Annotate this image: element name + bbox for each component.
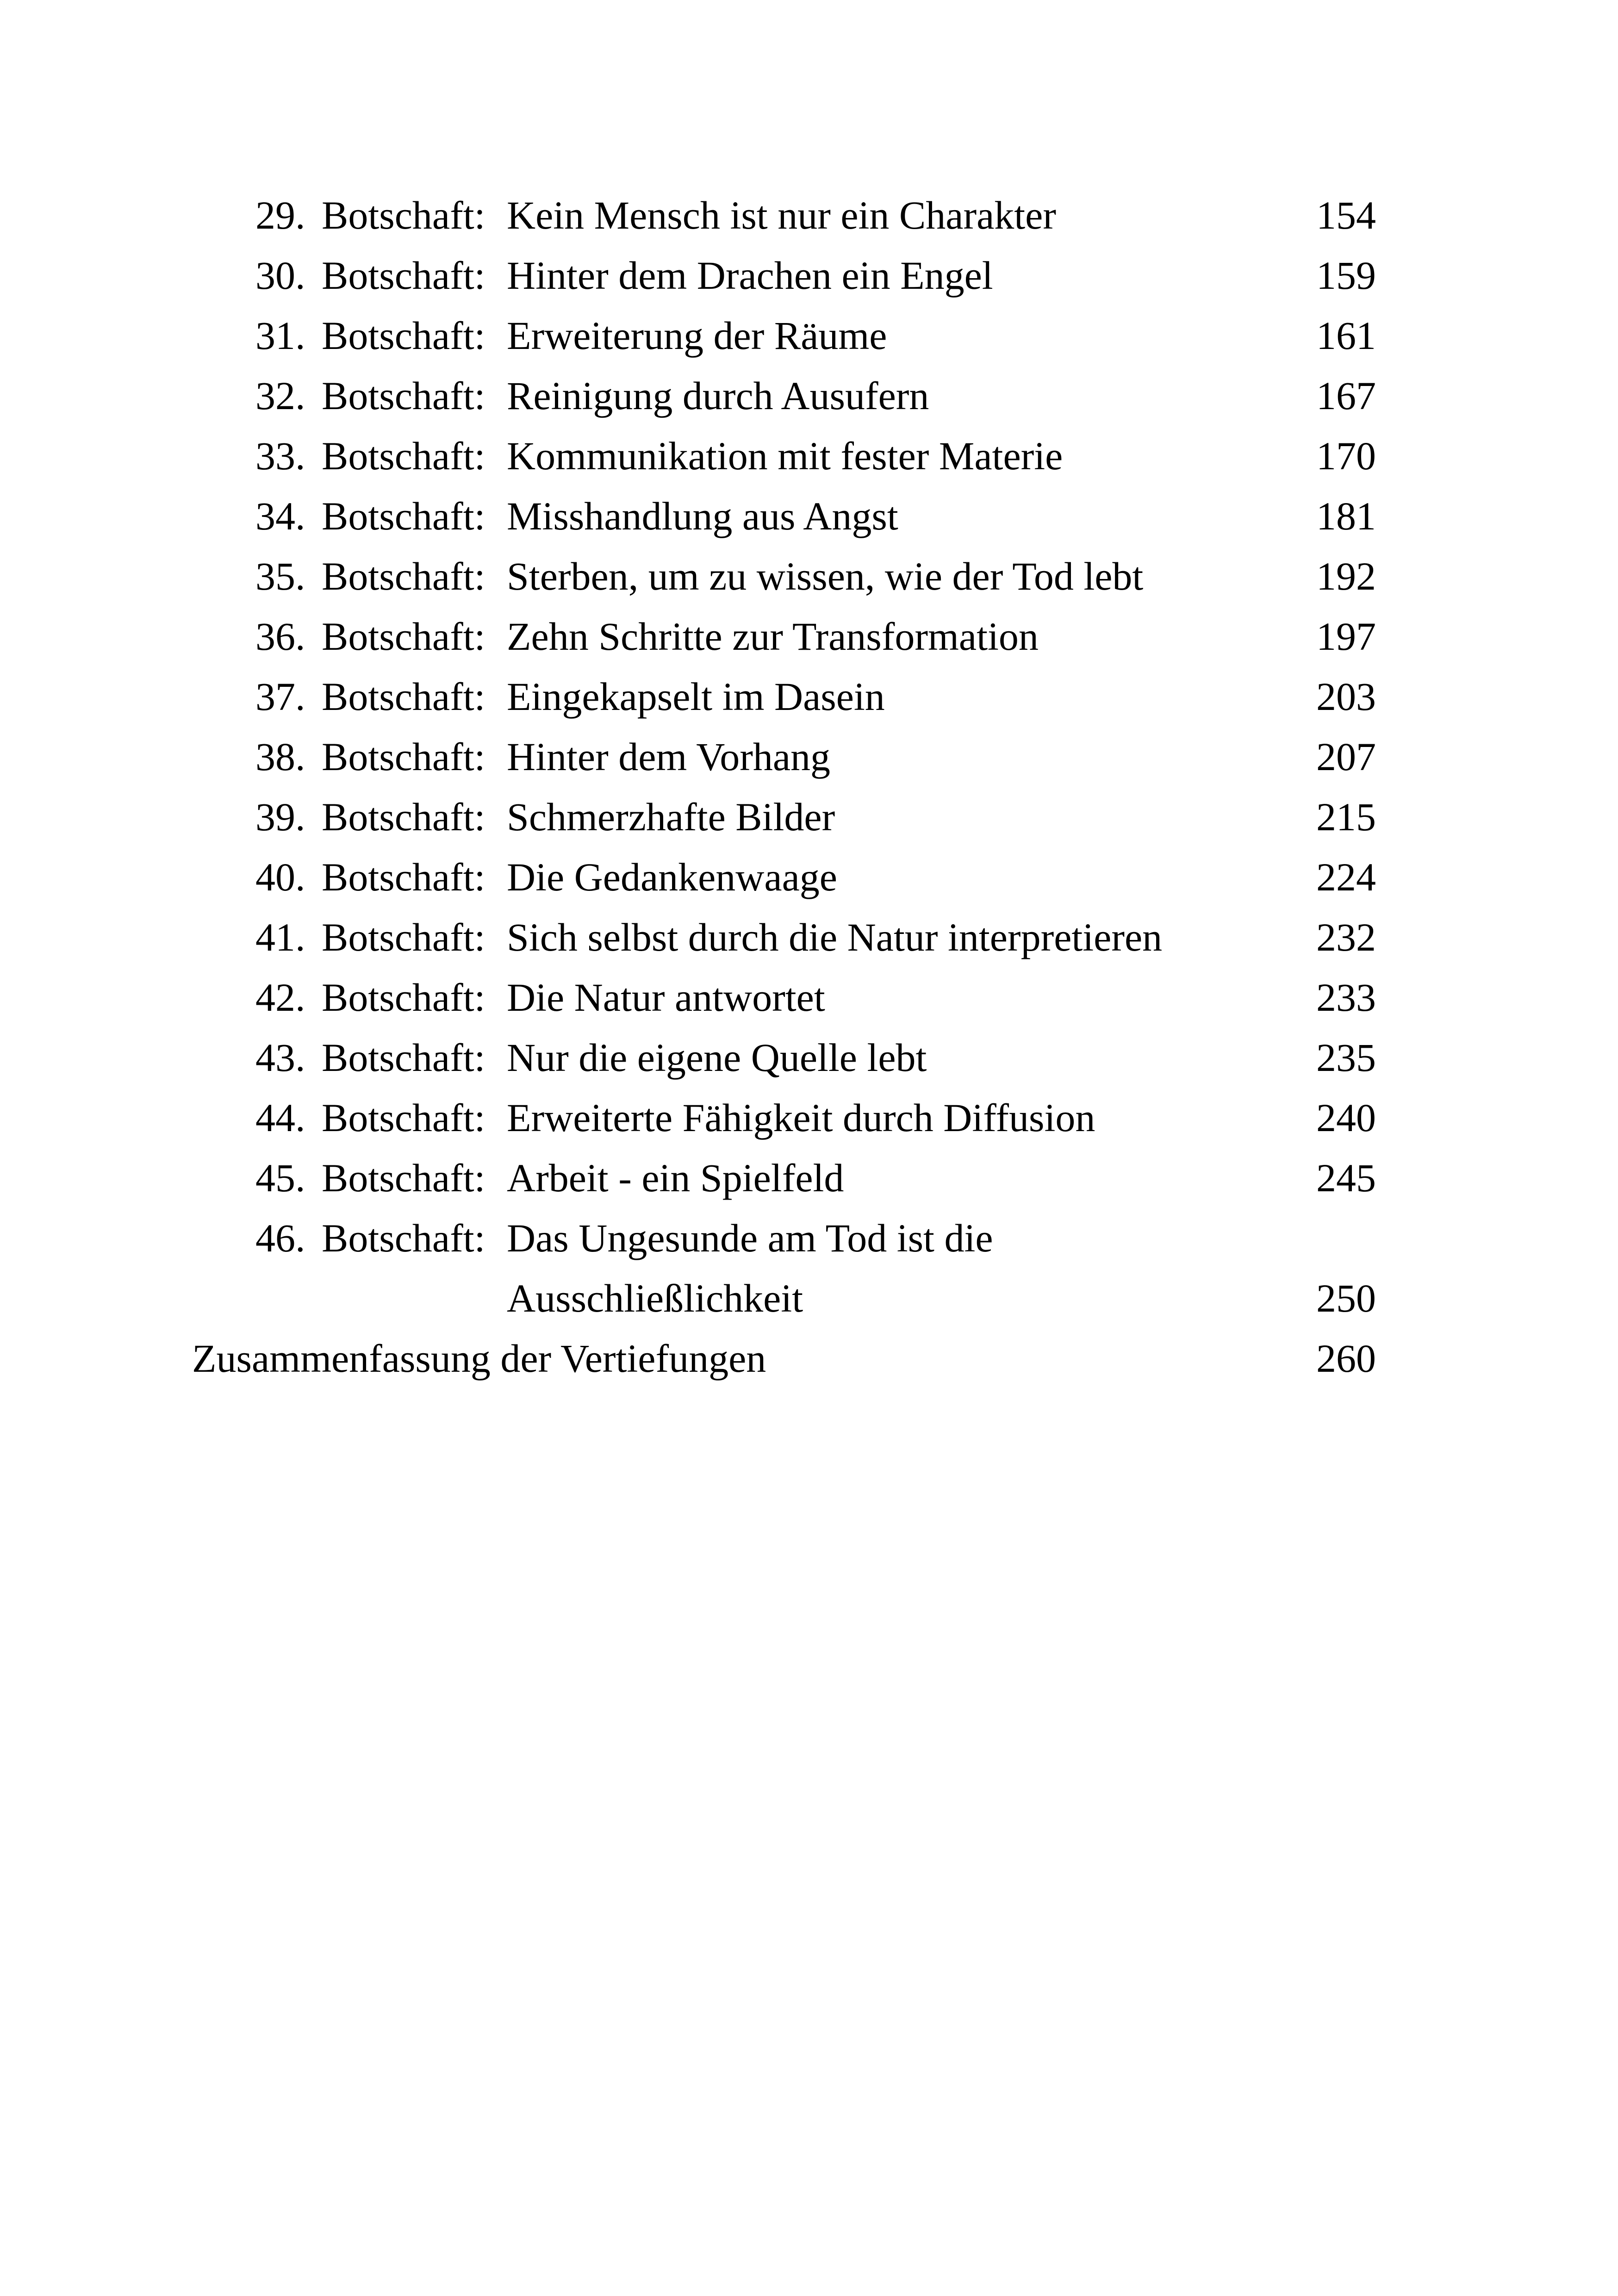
entry-number: 44.: [255, 1095, 305, 1140]
entry-label: Botschaft:: [322, 855, 485, 899]
entry-page: 224: [1316, 855, 1376, 899]
toc-entry: [0, 1208, 1618, 1268]
entry-title: Erweiterte Fähigkeit durch Diffusion: [507, 1095, 1095, 1140]
toc-entry: [0, 727, 1618, 787]
entry-number: 42.: [255, 975, 305, 1020]
entry-label: Botschaft:: [322, 1216, 485, 1260]
entry-title: Eingekapselt im Dasein: [507, 674, 885, 719]
summary-page: 260: [1316, 1336, 1376, 1381]
entry-page: 167: [1316, 373, 1376, 418]
entry-number: 46.: [255, 1216, 305, 1260]
entry-number: 32.: [255, 373, 305, 418]
entry-label: Botschaft:: [322, 434, 485, 478]
entry-number: 36.: [255, 614, 305, 659]
entry-page: 250: [1316, 1276, 1376, 1320]
entry-page: 161: [1316, 313, 1376, 358]
toc-entry: [0, 1088, 1618, 1148]
entry-label: Botschaft:: [322, 313, 485, 358]
toc-entry: [0, 1027, 1618, 1088]
entry-title: Erweiterung der Räume: [507, 313, 887, 358]
entry-title: Zehn Schritte zur Transformation: [507, 614, 1039, 659]
toc-entry: [0, 546, 1618, 606]
toc-entry-continuation: [0, 1268, 1618, 1328]
entry-page: 159: [1316, 253, 1376, 298]
entry-label: Botschaft:: [322, 1035, 485, 1080]
entry-page: 197: [1316, 614, 1376, 659]
entry-number: 38.: [255, 734, 305, 779]
entry-number: 45.: [255, 1156, 305, 1200]
entry-page: 233: [1316, 975, 1376, 1020]
entry-label: Botschaft:: [322, 1095, 485, 1140]
entry-page: 154: [1316, 193, 1376, 237]
table-of-contents: [0, 185, 1618, 1388]
entry-title: Arbeit - ein Spielfeld: [507, 1156, 844, 1200]
entry-title: Kommunikation mit fester Materie: [507, 434, 1063, 478]
entry-page: 192: [1316, 554, 1376, 598]
entry-number: 33.: [255, 434, 305, 478]
entry-page: 232: [1316, 915, 1376, 959]
entry-title: Reinigung durch Ausufern: [507, 373, 929, 418]
toc-entry: [0, 185, 1618, 245]
entry-title: Nur die eigene Quelle lebt: [507, 1035, 927, 1080]
toc-entry: [0, 1148, 1618, 1208]
toc-entry: [0, 245, 1618, 305]
entry-number: 39.: [255, 795, 305, 839]
entry-title: Misshandlung aus Angst: [507, 494, 898, 538]
entry-title: Kein Mensch ist nur ein Charakter: [507, 193, 1056, 237]
entry-label: Botschaft:: [322, 193, 485, 237]
entry-title-continuation: Ausschließlichkeit: [507, 1276, 803, 1320]
entry-label: Botschaft:: [322, 614, 485, 659]
toc-entry: [0, 486, 1618, 546]
entry-number: 35.: [255, 554, 305, 598]
entry-title: Sterben, um zu wissen, wie der Tod lebt: [507, 554, 1144, 598]
toc-entry: [0, 366, 1618, 426]
entry-number: 37.: [255, 674, 305, 719]
entry-number: 40.: [255, 855, 305, 899]
entry-page: 215: [1316, 795, 1376, 839]
entry-label: Botschaft:: [322, 975, 485, 1020]
entry-page: 170: [1316, 434, 1376, 478]
entry-page: 235: [1316, 1035, 1376, 1080]
entry-number: 34.: [255, 494, 305, 538]
entry-title: Das Ungesunde am Tod ist die: [507, 1216, 993, 1260]
entry-number: 29.: [255, 193, 305, 237]
entry-title: Sich selbst durch die Natur interpretieren: [507, 915, 1163, 959]
entry-title: Schmerzhafte Bilder: [507, 795, 835, 839]
entry-page: 207: [1316, 734, 1376, 779]
toc-summary-entry: [0, 1328, 1618, 1388]
entry-label: Botschaft:: [322, 795, 485, 839]
entry-label: Botschaft:: [322, 1156, 485, 1200]
entry-label: Botschaft:: [322, 494, 485, 538]
entry-page: 203: [1316, 674, 1376, 719]
entry-page: 181: [1316, 494, 1376, 538]
summary-title: Zusammenfassung der Vertiefungen: [192, 1336, 766, 1381]
entry-page: 245: [1316, 1156, 1376, 1200]
entry-title: Hinter dem Vorhang: [507, 734, 831, 779]
entry-title: Die Natur antwortet: [507, 975, 825, 1020]
toc-entry: [0, 967, 1618, 1027]
toc-entry: [0, 787, 1618, 847]
entry-number: 31.: [255, 313, 305, 358]
entry-number: 30.: [255, 253, 305, 298]
entry-label: Botschaft:: [322, 674, 485, 719]
entry-label: Botschaft:: [322, 253, 485, 298]
toc-entry: [0, 305, 1618, 366]
toc-entry: [0, 666, 1618, 727]
toc-entry: [0, 606, 1618, 666]
entry-number: 41.: [255, 915, 305, 959]
entry-number: 43.: [255, 1035, 305, 1080]
entry-label: Botschaft:: [322, 554, 485, 598]
toc-entry: [0, 426, 1618, 486]
entry-title: Die Gedankenwaage: [507, 855, 837, 899]
entry-label: Botschaft:: [322, 915, 485, 959]
toc-entry: [0, 907, 1618, 967]
entry-page: 240: [1316, 1095, 1376, 1140]
toc-entry: [0, 847, 1618, 907]
entry-label: Botschaft:: [322, 734, 485, 779]
entry-title: Hinter dem Drachen ein Engel: [507, 253, 993, 298]
entry-label: Botschaft:: [322, 373, 485, 418]
